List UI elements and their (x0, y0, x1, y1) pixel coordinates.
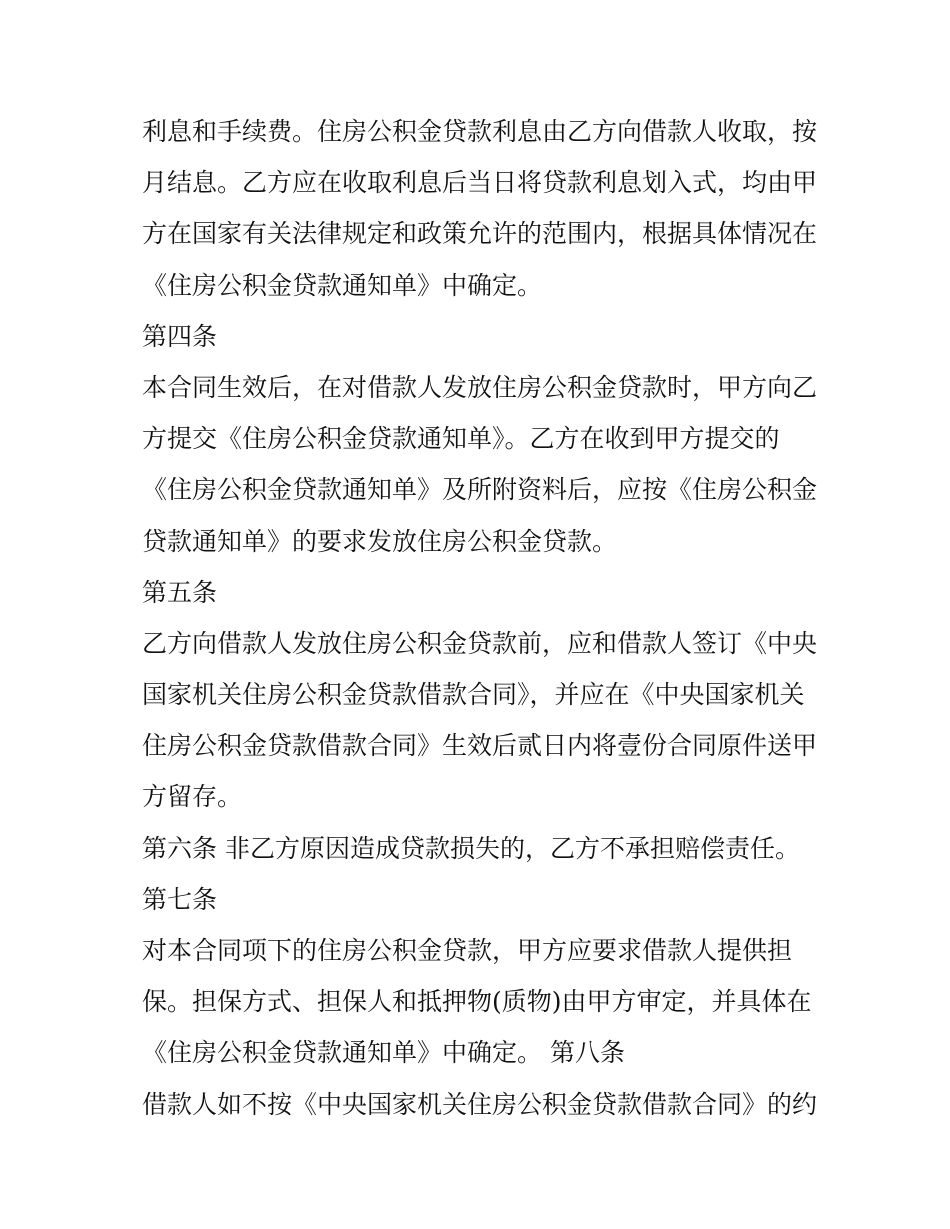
text-line: 保。担保方式、担保人和抵押物(质物)由甲方审定，并具体在 (142, 987, 812, 1017)
text-line: 国家机关住房公积金贷款借款合同》，并应在《中央国家机关 (142, 680, 805, 710)
text-line: 贷款通知单》的要求发放住房公积金贷款。 (142, 526, 618, 556)
text-line: 对本合同项下的住房公积金贷款，甲方应要求借款人提供担 (142, 936, 793, 965)
text-line: 《住房公积金贷款通知单》中确定。 (142, 270, 543, 300)
text-line: 方留存。 (142, 782, 243, 812)
article-heading: 第七条 (142, 884, 218, 914)
text-line: 《住房公积金贷款通知单》中确定。 第八条 (142, 1038, 625, 1068)
text-line: 借款人如不按《中央国家机关住房公积金贷款借款合同》的约 (142, 1089, 818, 1119)
text-line: 本合同生效后，在对借款人发放住房公积金贷款时，甲方向乙 (142, 372, 818, 402)
article-heading: 第五条 (142, 577, 218, 607)
text-line: 第六条 非乙方原因造成贷款损失的，乙方不承担赔偿责任。 (142, 833, 800, 863)
article-heading: 第四条 (142, 321, 218, 351)
text-line: 利息和手续费。住房公积金贷款利息由乙方向借款人收取，按 (142, 117, 818, 146)
text-line: 月结息。乙方应在收取利息后当日将贷款利息划入式，均由甲 (142, 168, 818, 198)
text-line: 《住房公积金贷款通知单》及所附资料后，应按《住房公积金 (142, 475, 818, 505)
text-line: 住房公积金贷款借款合同》生效后贰日内将壹份合同原件送甲 (142, 731, 818, 761)
text-line: 方提交《住房公积金贷款通知单》。乙方在收到甲方提交的 (142, 424, 780, 454)
text-line: 乙方向借款人发放住房公积金贷款前，应和借款人签订《中央 (142, 628, 818, 658)
document-body (142, 106, 822, 1130)
text-line: 方在国家有关法律规定和政策允许的范围内，根据具体情况在 (142, 219, 818, 249)
